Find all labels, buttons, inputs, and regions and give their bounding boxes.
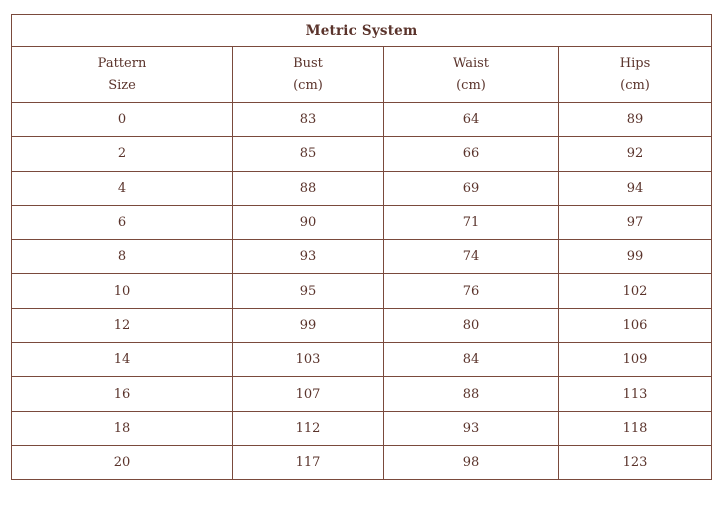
table-cell: 113 [559,377,712,411]
table-row [12,411,712,445]
table-cell: 93 [233,240,384,274]
header-line: Waist [452,55,490,71]
table-cell: 12 [12,308,233,342]
header-line: Size [108,77,136,93]
table-row [12,308,712,342]
table-row [12,137,712,171]
table-cell: 94 [559,171,712,205]
table-cell: 69 [384,171,559,205]
table-cell: 112 [233,411,384,445]
column-header-waist [384,47,559,103]
header-line: (cm) [456,77,486,93]
table-cell: 4 [12,171,233,205]
table-cell: 89 [559,103,712,137]
table-cell: 74 [384,240,559,274]
table-cell: 88 [384,377,559,411]
column-header-bust [233,47,384,103]
table-cell: 80 [384,308,559,342]
header-line: Pattern [97,55,147,71]
table-title-row [12,15,712,47]
table-cell: 92 [559,137,712,171]
table-cell: 2 [12,137,233,171]
table-cell: 85 [233,137,384,171]
column-header-pattern-size [12,47,233,103]
table-row [12,103,712,137]
header-line: (cm) [620,77,650,93]
table-cell: 8 [12,240,233,274]
header-line: (cm) [293,77,323,93]
table-cell: 84 [384,343,559,377]
table-cell: 18 [12,411,233,445]
table-cell: 93 [384,411,559,445]
table-header-row [12,47,712,103]
header-line: Bust [293,55,323,71]
table-cell: 76 [384,274,559,308]
table-cell: 10 [12,274,233,308]
table-cell: 123 [559,445,712,479]
table-cell: 64 [384,103,559,137]
table-cell: 102 [559,274,712,308]
table-row [12,377,712,411]
table-cell: 6 [12,205,233,239]
table-cell: 103 [233,343,384,377]
table-cell: 14 [12,343,233,377]
table-cell: 16 [12,377,233,411]
table-cell: 99 [559,240,712,274]
table-cell: 71 [384,205,559,239]
table-row [12,240,712,274]
table-cell: 118 [559,411,712,445]
table-cell: 97 [559,205,712,239]
table-row [12,343,712,377]
table-cell: 106 [559,308,712,342]
column-header-hips [559,47,712,103]
table-cell: 90 [233,205,384,239]
table-cell: 20 [12,445,233,479]
table-cell: 107 [233,377,384,411]
table-cell: 99 [233,308,384,342]
table-title: Metric System [12,15,712,47]
table-cell: 83 [233,103,384,137]
table-row [12,274,712,308]
table-cell: 117 [233,445,384,479]
table-cell: 0 [12,103,233,137]
table-row [12,445,712,479]
table-row [12,171,712,205]
table-cell: 98 [384,445,559,479]
metric-system-size-table [11,14,712,480]
table-cell: 88 [233,171,384,205]
table-cell: 66 [384,137,559,171]
table-cell: 109 [559,343,712,377]
table-row [12,205,712,239]
header-line: Hips [619,55,651,71]
table-cell: 95 [233,274,384,308]
